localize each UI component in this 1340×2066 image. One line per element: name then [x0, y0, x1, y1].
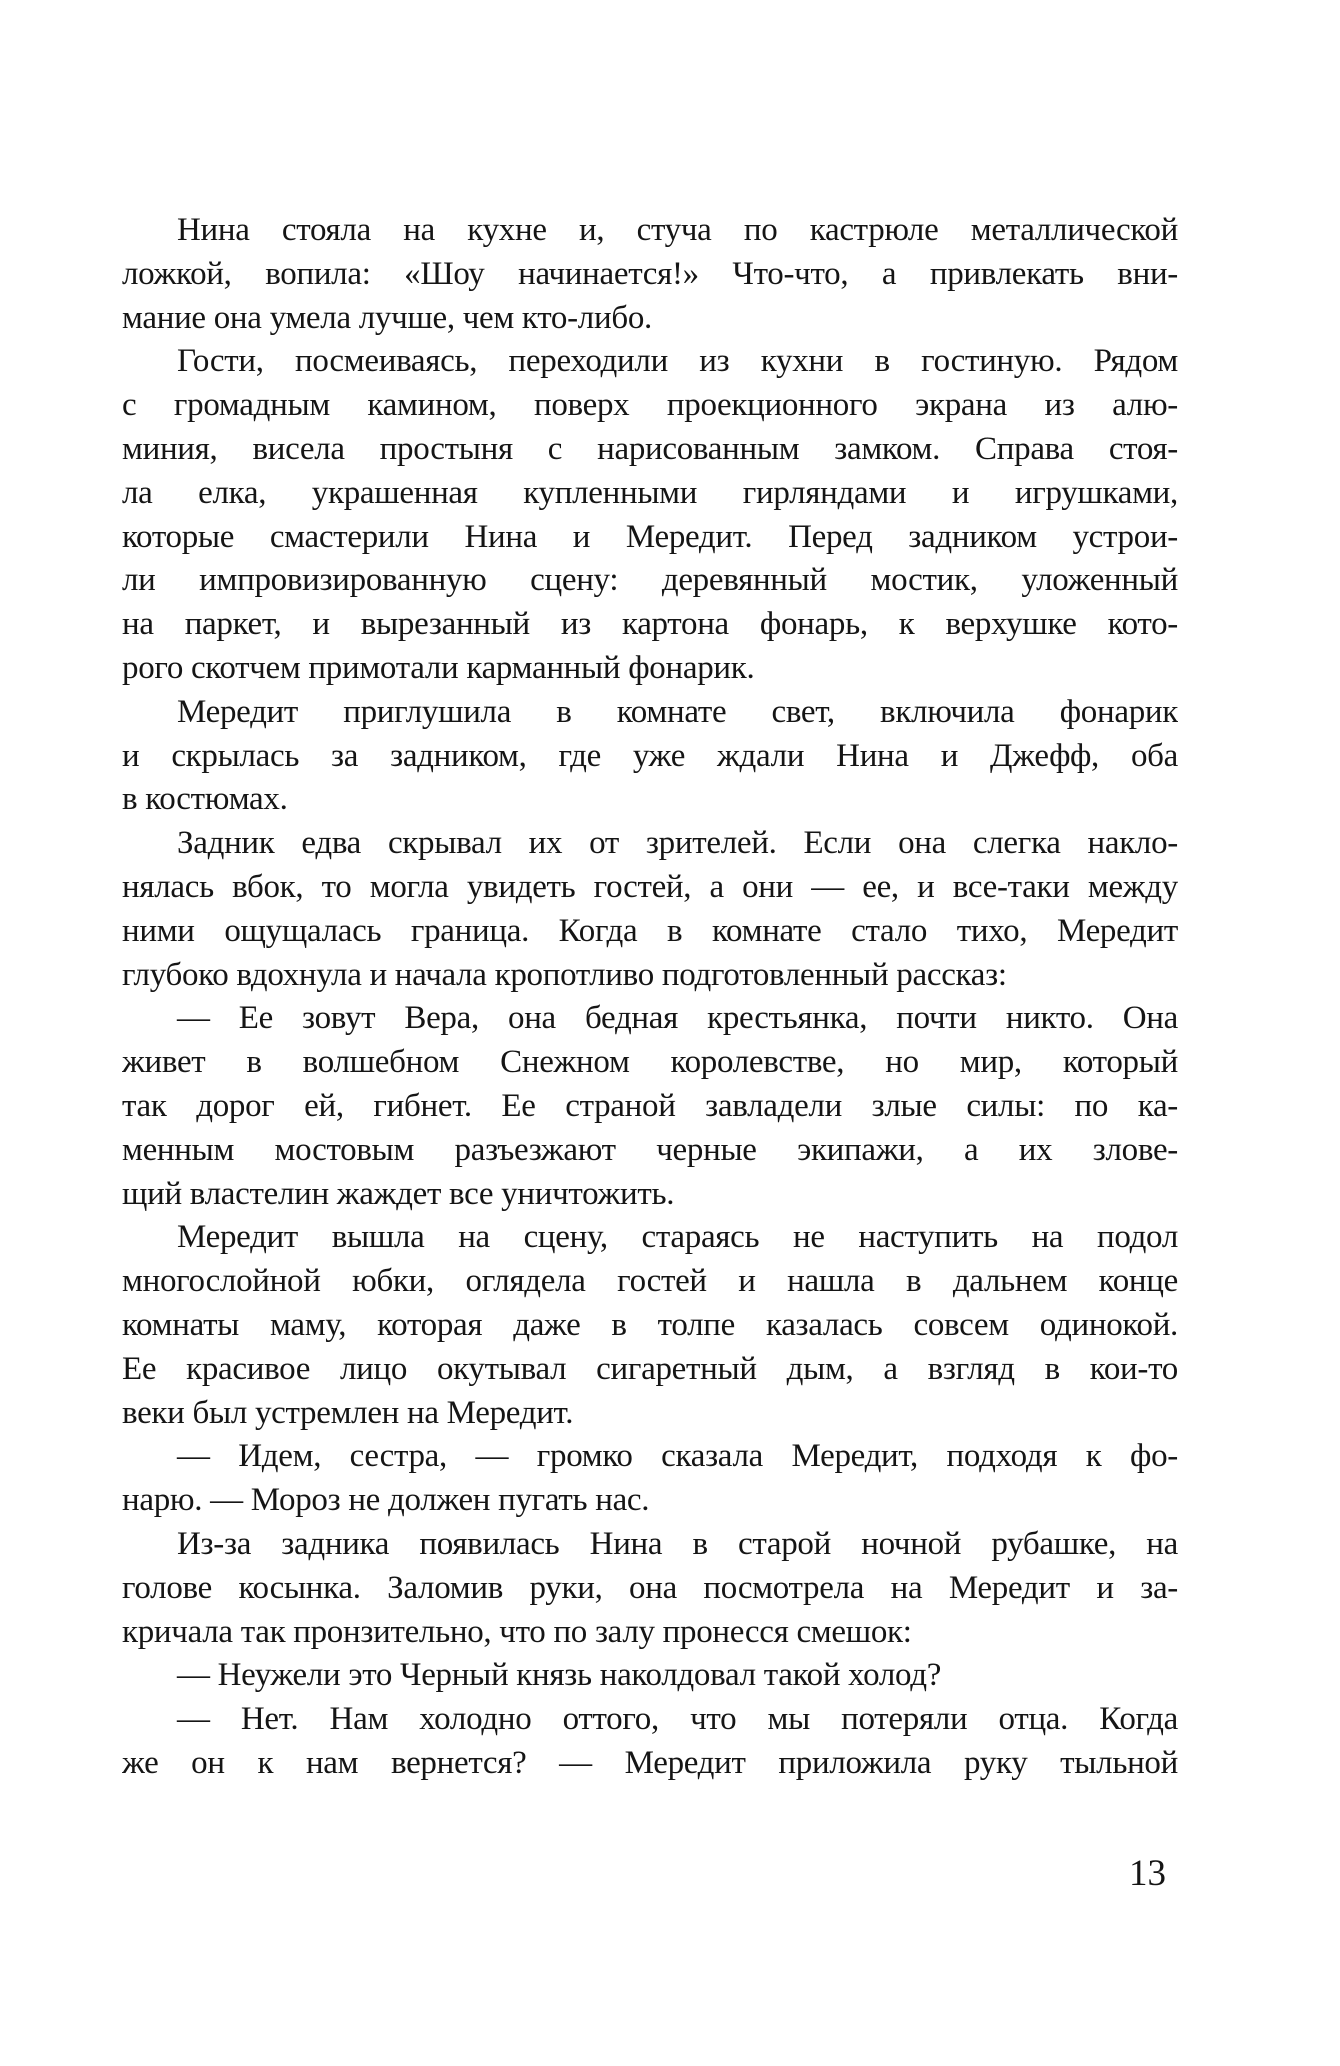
text-line: Задник едва скрывал их от зрителей. Если она слегка накло-	[177, 825, 1178, 862]
text-line: многослойной юбки, оглядела гостей и нашла в дальнем конце	[122, 1263, 1178, 1300]
text-line: ла елка, украшенная купленными гирляндами и игрушками,	[122, 474, 1178, 511]
text-line: же он к нам вернется? — Мередит приложила руку тыльной	[122, 1744, 1178, 1781]
paragraph	[122, 340, 1178, 690]
text-line: так дорог ей, гибнет. Ее страной завладели злые силы: по ка-	[122, 1087, 1178, 1124]
paragraph	[122, 1523, 1178, 1654]
text-line: которые смастерили Нина и Мередит. Перед задником устрои-	[122, 518, 1178, 555]
text-line: Нина стояла на кухне и, стуча по кастрюле металлической	[177, 212, 1178, 248]
paragraph	[122, 1216, 1178, 1435]
text-line: — Нет. Нам холодно оттого, что мы потеряли отца. Когда	[177, 1701, 1178, 1738]
paragraph	[122, 1698, 1178, 1786]
text-line: щий властелин жаждет все уничтожить.	[122, 1175, 675, 1212]
text-line: ложкой, вопила: «Шоу начинается!» Что-что, а привлекать вни-	[122, 255, 1178, 292]
text-line: живет в волшебном Снежном королевстве, но мир, который	[122, 1044, 1178, 1081]
paragraph	[122, 1654, 1178, 1698]
text-line: и скрылась за задником, где уже ждали Нина и Джефф, оба	[122, 737, 1178, 774]
paragraph	[122, 691, 1178, 822]
text-line: ними ощущалась граница. Когда в комнате стало тихо, Мередит	[122, 912, 1178, 949]
text-line: на паркет, и вырезанный из картона фонарь, к верхушке кото-	[122, 606, 1178, 643]
text-line: — Ее зовут Вера, она бедная крестьянка, почти никто. Она	[177, 1000, 1178, 1037]
body-text	[122, 209, 1178, 1786]
paragraph	[122, 209, 1178, 340]
text-line: веки был устремлен на Мередит.	[122, 1394, 574, 1431]
text-line: кричала так пронзительно, что по залу пронесся смешок:	[122, 1613, 912, 1650]
text-line: — Идем, сестра, — громко сказала Мередит, подходя к фо-	[177, 1438, 1178, 1475]
text-line: голове косынка. Заломив руки, она посмотрела на Мередит и за-	[122, 1569, 1178, 1606]
text-line: глубоко вдохнула и начала кропотливо подготовленный рассказ:	[122, 956, 1007, 993]
text-line: миния, висела простыня с нарисованным замком. Справа стоя-	[122, 430, 1178, 467]
text-line: рого скотчем примотали карманный фонарик.	[122, 649, 755, 686]
text-line: Ее красивое лицо окутывал сигаретный дым, а взгляд в кои-то	[122, 1350, 1178, 1387]
text-line: мание она умела лучше, чем кто-либо.	[122, 299, 652, 336]
text-line: — Неужели это Черный князь наколдовал такой холод?	[177, 1657, 942, 1694]
text-line: комнаты маму, которая даже в толпе казалась совсем одинокой.	[122, 1306, 1178, 1343]
text-line: в костюмах.	[122, 781, 288, 818]
text-line: нарю. — Мороз не должен пугать нас.	[122, 1482, 650, 1519]
text-line: Из-за задника появилась Нина в старой ночной рубашке, на	[177, 1525, 1178, 1562]
text-line: Гости, посмеиваясь, переходили из кухни в гостиную. Рядом	[177, 343, 1178, 380]
paragraph	[122, 997, 1178, 1216]
text-line: нялась вбок, то могла увидеть гостей, а они — ее, и все-таки между	[122, 868, 1178, 905]
text-line: Мередит приглушила в комнате свет, включила фонарик	[177, 693, 1178, 730]
text-line: ли импровизированную сцену: деревянный мостик, уложенный	[122, 562, 1178, 599]
text-line: менным мостовым разъезжают черные экипажи, а их злове-	[122, 1131, 1178, 1168]
paragraph	[122, 1435, 1178, 1523]
text-line: с громадным камином, поверх проекционного экрана из алю-	[122, 387, 1178, 424]
paragraph	[122, 822, 1178, 997]
page-number: 13	[1129, 1853, 1166, 1894]
text-line: Мередит вышла на сцену, стараясь не наступить на подол	[177, 1219, 1178, 1256]
